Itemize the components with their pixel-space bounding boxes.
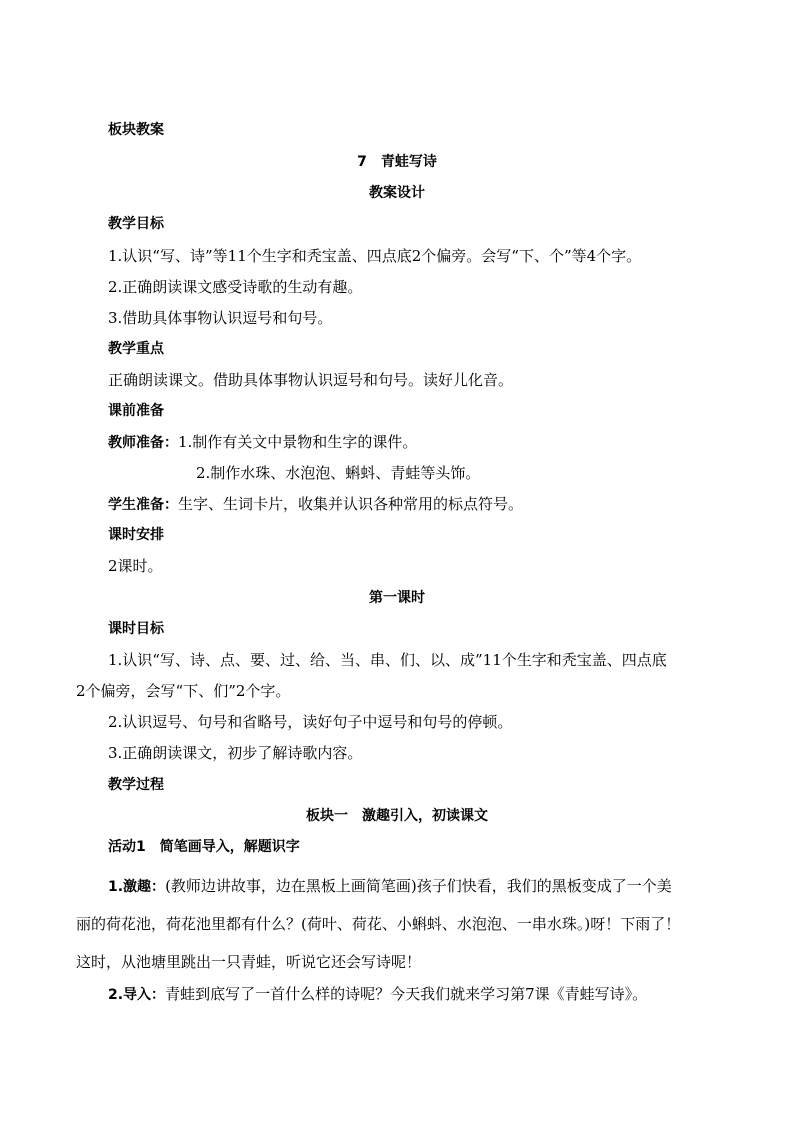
teacher-prep-item-1: 1.制作有关文中景物和生字的课件。 xyxy=(178,433,418,451)
student-prep-label: 学生准备： xyxy=(108,497,178,513)
first-period-title: 第一课时 xyxy=(369,590,425,606)
step-2-text: 青蛙到底写了一首什么样的诗呢？今天我们就来学习第7课《青蛙写诗》。 xyxy=(165,985,648,1003)
step-2 xyxy=(108,984,647,1005)
goals-heading: 教学目标 xyxy=(108,216,164,232)
process-heading: 教学过程 xyxy=(108,777,164,793)
period-goal-1-line-2: 2个偏旁，会写“下、们”2个字。 xyxy=(76,682,291,700)
key-points-text: 正确朗读课文。借助具体事物认识逗号和句号。读好儿化音。 xyxy=(108,371,514,389)
step-1-line-3: 这时，从池塘里跳出一只青蛙，听说它还会写诗呢！ xyxy=(76,953,422,971)
step-1-line-1 xyxy=(108,876,672,897)
goal-item-3: 3.借助具体事物认识逗号和句号。 xyxy=(108,309,333,327)
teacher-prep-item-2: 2.制作水珠、水泡泡、蝌蚪、青蛙等头饰。 xyxy=(196,464,481,482)
step-1-line-2: 丽的荷花池，荷花池里都有什么？(荷叶、荷花、小蝌蚪、水泡泡、一串水珠。)呀！下雨了！ xyxy=(76,915,681,933)
period-goal-2: 2.认识逗号、句号和省略号，读好句子中逗号和句号的停顿。 xyxy=(108,713,513,731)
student-prep xyxy=(108,494,523,515)
activity-title: 活动1 简笔画导入，解题识字 xyxy=(108,839,300,855)
step-2-label: 2.导入： xyxy=(108,987,166,1003)
period-goal-1-line-1: 1.认识“写、诗、点、要、过、给、当、串、们、以、成”11个生字和秃宝盖、四点底 xyxy=(108,651,667,669)
schedule-text: 2课时。 xyxy=(108,557,163,575)
goal-item-1: 1.认识“写、诗”等11个生字和秃宝盖、四点底2个偏旁。会写“下、个”等4个字。 xyxy=(108,247,642,265)
header-label: 板块教案 xyxy=(108,122,164,138)
teacher-prep xyxy=(108,432,417,453)
teacher-prep-label: 教师准备： xyxy=(108,435,178,451)
goal-item-2: 2.正确朗读课文感受诗歌的生动有趣。 xyxy=(108,278,363,296)
student-prep-text: 生字、生词卡片，收集并认识各种常用的标点符号。 xyxy=(178,495,524,513)
lesson-title: 7 青蛙写诗 xyxy=(357,154,437,170)
step-1-label: 1.激趣： xyxy=(108,879,166,895)
schedule-heading: 课时安排 xyxy=(108,527,164,543)
block-title: 板块一 激趣引入，初读课文 xyxy=(306,808,488,824)
period-goal-3: 3.正确朗读课文，初步了解诗歌内容。 xyxy=(108,744,363,762)
period-goals-heading: 课时目标 xyxy=(108,621,164,637)
prep-heading: 课前准备 xyxy=(108,403,164,419)
step-1-text: (教师边讲故事，边在黑板上画简笔画)孩子们快看，我们的黑板变成了一个美 xyxy=(165,877,672,895)
lesson-subtitle: 教案设计 xyxy=(369,185,425,201)
key-points-heading: 教学重点 xyxy=(108,341,164,357)
